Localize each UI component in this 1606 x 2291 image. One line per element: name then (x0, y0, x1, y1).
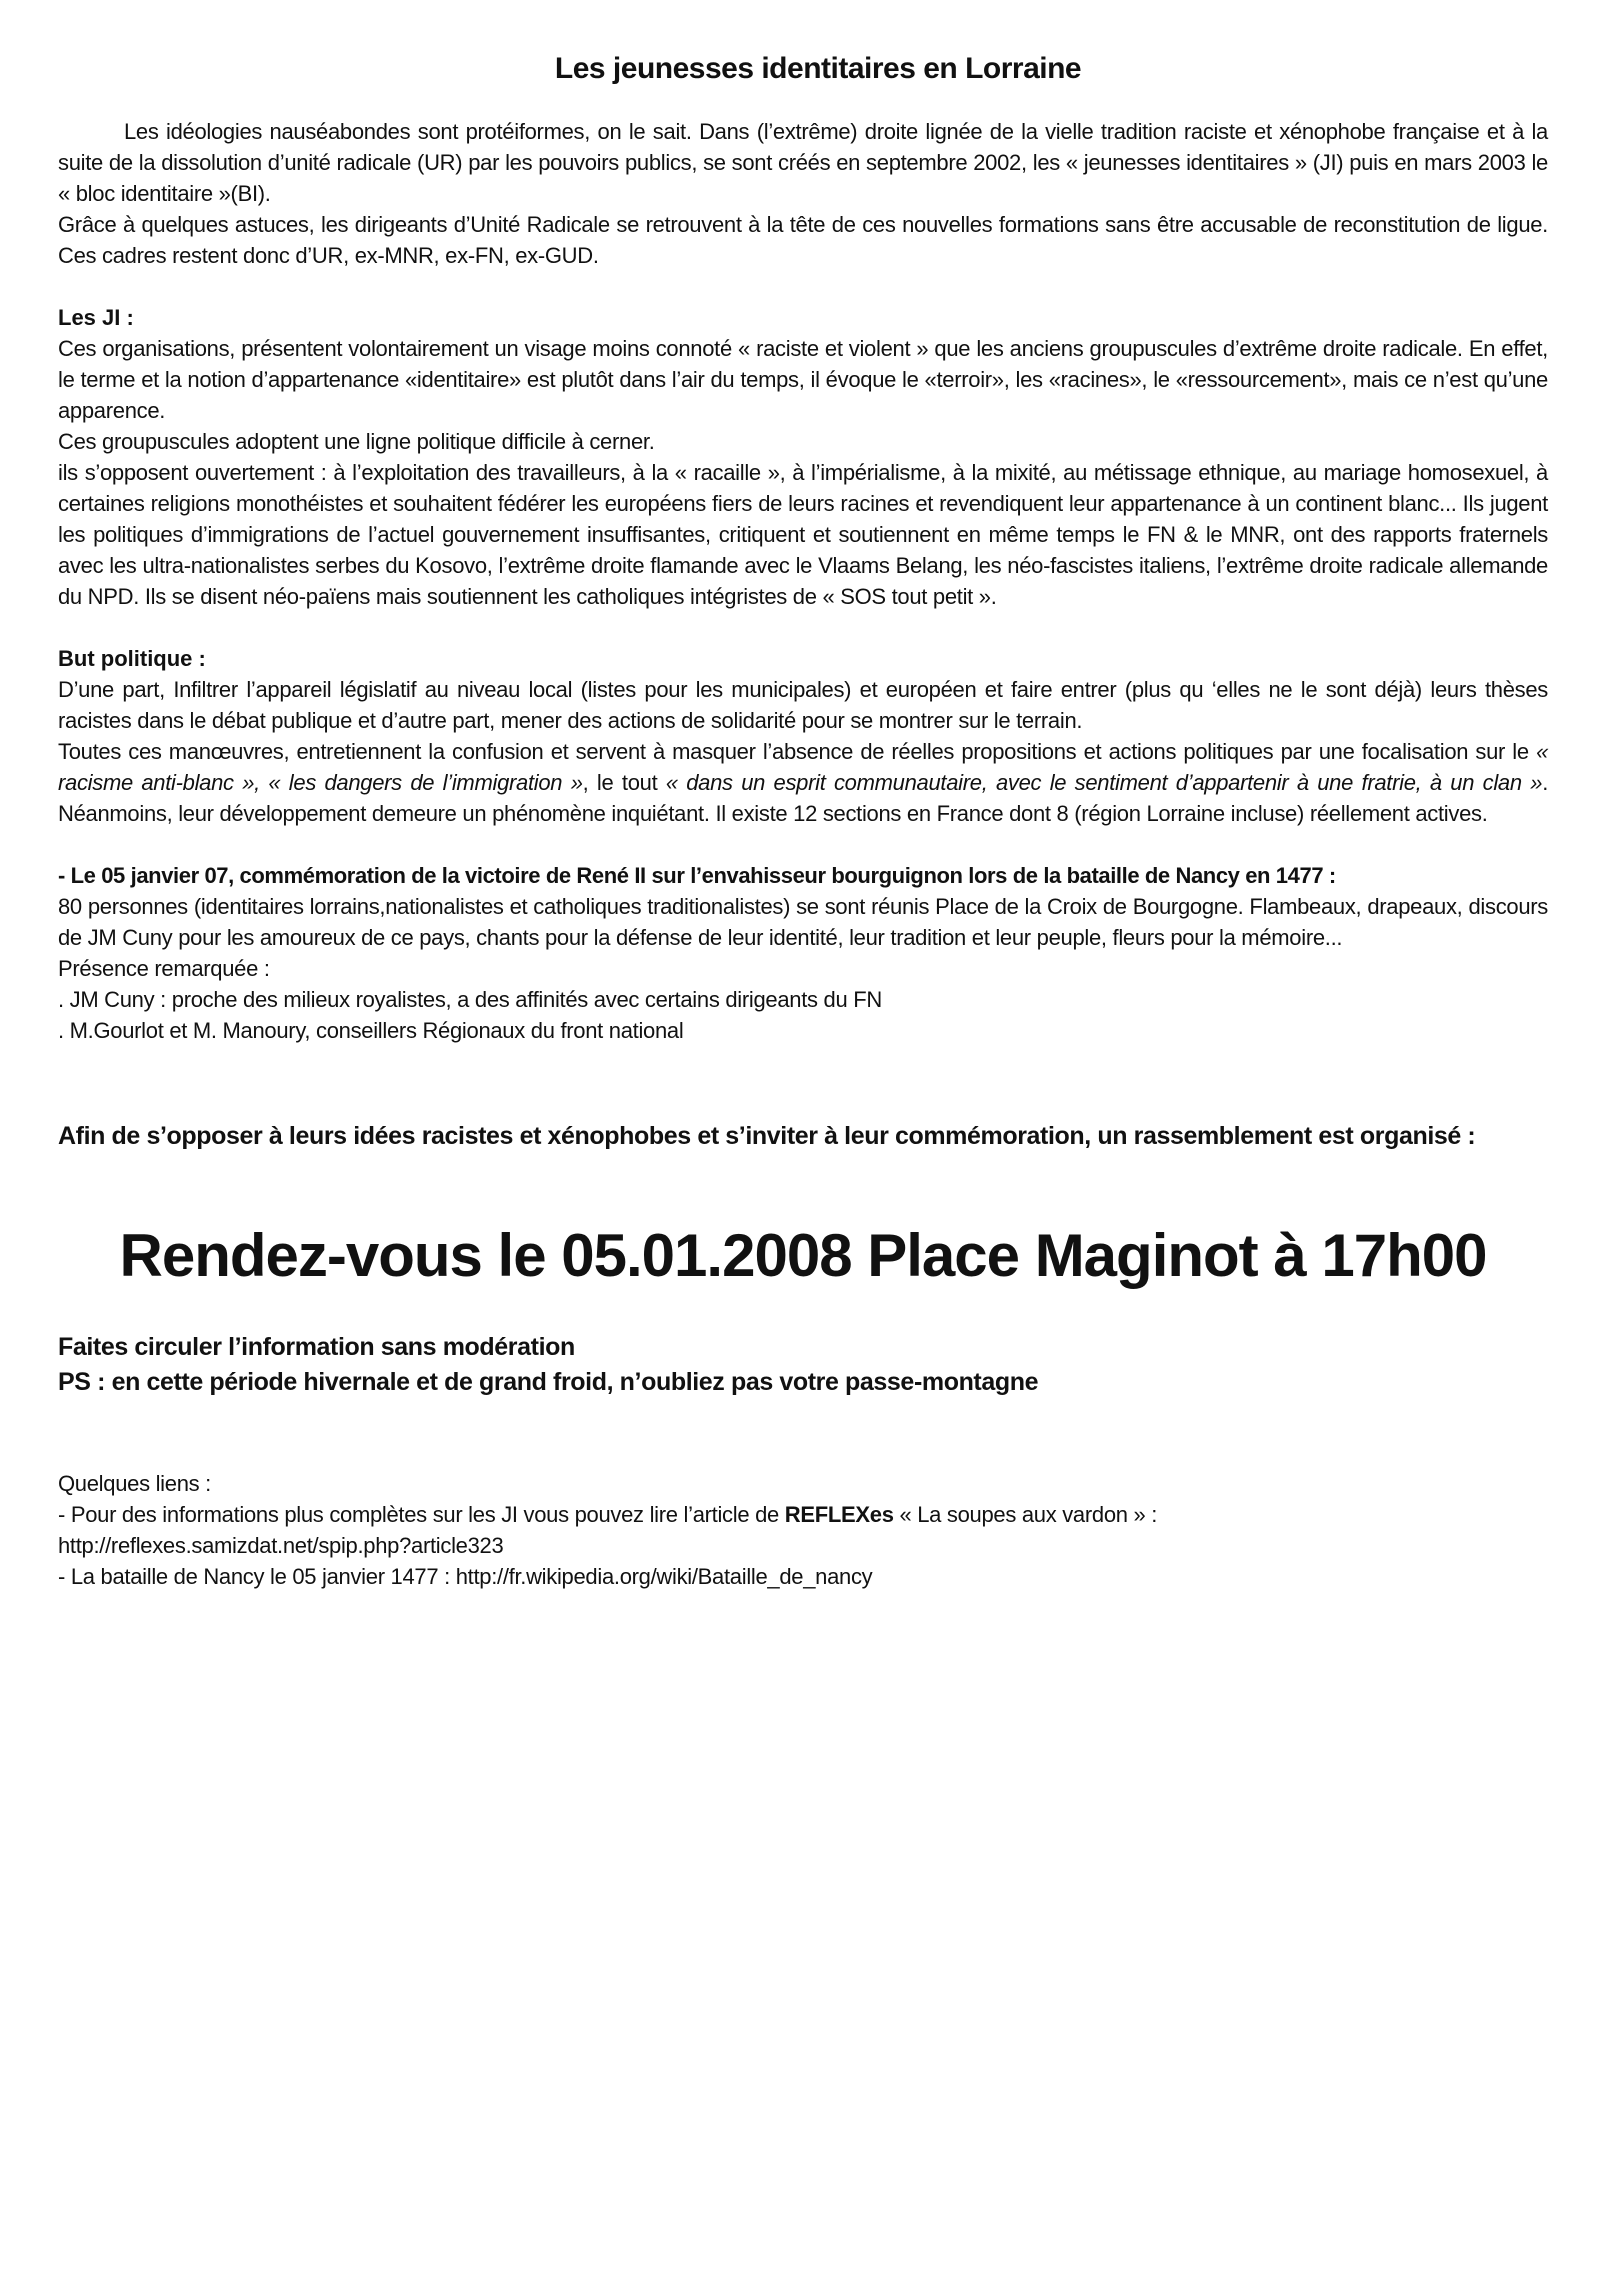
link-item-1 (58, 1499, 1548, 1530)
but-text-b: , le tout (582, 770, 666, 795)
ji-paragraph-2: Ces groupuscules adoptent une ligne politique difficile à cerner. (58, 429, 655, 454)
document-title: Les jeunesses identitaires en Lorraine (554, 52, 1082, 85)
but-paragraph-1: D’une part, Infiltrer l’appareil législatif au niveau local (listes pour les municipales) et européen et faire entrer (plus qu ‘elles ne le sont déjà) leurs thèses racistes dans le débat publique et d’autre part, mener des actions de solidarité pour se montrer sur le terrain. (58, 677, 1548, 733)
links-section (58, 1468, 1548, 1592)
circulate-notice (58, 1330, 1548, 1400)
intro-section (58, 116, 1548, 271)
but-quote-2: « dans un esprit communautaire, avec le sentiment d’appartenir à une fratrie, à un clan » (665, 770, 1543, 795)
but-text-c: . Néanmoins, leur développement demeure un phénomène inquiétant. Il existe 12 sections en France dont 8 (région Lorraine incluse) réellement actives. (58, 770, 1548, 826)
ji-heading: Les JI : (58, 305, 134, 330)
link-1-text-b: « La soupes aux vardon » : (893, 1502, 1158, 1527)
circulate-line-2: PS : en cette période hivernale et de grand froid, n’oubliez pas votre passe-montagne (58, 1368, 1039, 1396)
but-politique-heading: But politique : (58, 646, 206, 671)
presence-label: Présence remarquée : (58, 956, 270, 981)
link-1-source: REFLEXes (784, 1502, 894, 1527)
but-text-a: Toutes ces manœuvres, entretiennent la confusion et servent à masquer l’absence de réelles propositions et actions politiques par une focalisation sur le (58, 739, 1537, 764)
links-label: Quelques liens : (58, 1471, 211, 1496)
link-1-text-a: - Pour des informations plus complètes sur les JI vous pouvez lire l’article de (58, 1502, 785, 1527)
intro-paragraph-2: Grâce à quelques astuces, les dirigeants d’Unité Radicale se retrouvent à la tête de ces nouvelles formations sans être accusable de reconstitution de ligue. Ces cadres restent donc d’UR, ex-MNR, ex-FN, ex-GUD. (58, 212, 1548, 268)
rally-announcement: Afin de s’opposer à leurs idées racistes et xénophobes et s’inviter à leur commémoration, un rassemblement est organisé : (58, 1122, 1476, 1150)
ji-section (58, 333, 1548, 612)
presence-item-2: . M.Gourlot et M. Manoury, conseillers Régionaux du front national (58, 1018, 684, 1043)
event-section (58, 891, 1548, 953)
rendezvous-headline: Rendez-vous le 05.01.2008 Place Maginot à 17h00 (119, 1222, 1487, 1289)
circulate-line-1: Faites circuler l’information sans modération (58, 1333, 575, 1361)
but-quote-1: « racisme anti-blanc », « les dangers de l’immigration » (58, 739, 1548, 795)
presence-item-1: . JM Cuny : proche des milieux royalistes, a des affinités avec certains dirigeants du FN (58, 987, 882, 1012)
ji-paragraph-1: Ces organisations, présentent volontairement un visage moins connoté « raciste et violent » que les anciens groupuscules d’extrême droite radicale. En effet, le terme et la notion d’appartenance «identitaire» est plutôt dans l’air du temps, il évoque le «terroir», les «racines», le «ressourcement», mais ce n’est qu’une apparence. (58, 336, 1548, 423)
link-item-2: - La bataille de Nancy le 05 janvier 1477 : http://fr.wikipedia.org/wiki/Bataille_de_nancy (58, 1564, 873, 1589)
but-paragraph-2 (58, 736, 1548, 829)
intro-paragraph-1: Les idéologies nauséabondes sont protéiformes, on le sait. Dans (l’extrême) droite lignée de la vielle tradition raciste et xénophobe française et à la suite de la dissolution d’unité radicale (UR) par les pouvoirs publics, se sont créés en septembre 2002, les « jeunesses identitaires » (JI) puis en mars 2003 le « bloc identitaire »(BI). (58, 119, 1548, 206)
event-paragraph: 80 personnes (identitaires lorrains,nationalistes et catholiques traditionalistes) se sont réunis Place de la Croix de Bourgogne. Flambeaux, drapeaux, discours de JM Cuny pour les amoureux de ce pays, chants pour la défense de leur identité, leur tradition et leur peuple, fleurs pour la mémoire... (58, 894, 1548, 950)
event-heading: - Le 05 janvier 07, commémoration de la victoire de René II sur l’envahisseur bourguignon lors de la bataille de Nancy en 1477 : (58, 863, 1336, 888)
link-1-url: http://reflexes.samizdat.net/spip.php?article323 (58, 1533, 504, 1558)
ji-paragraph-3: ils s’opposent ouvertement : à l’exploitation des travailleurs, à la « racaille », à l’impérialisme, à la mixité, au métissage ethnique, au mariage homosexuel, à certaines religions monothéistes et souhaitent fédérer les européens fiers de leurs racines et revendiquent leur appartenance à un continent blanc... Ils jugent les politiques d’immigrations de l’actuel gouvernement insuffisantes, critiquent et soutiennent en même temps le FN & le MNR, ont des rapports fraternels avec les ultra-nationalistes serbes du Kosovo, l’extrême droite flamande avec le Vlaams Belang, les néo-fascistes italiens, l’extrême droite radicale allemande du NPD. Ils se disent néo-païens mais soutiennent les catholiques intégristes de « SOS tout petit ». (58, 460, 1548, 609)
but-politique-section (58, 674, 1548, 829)
